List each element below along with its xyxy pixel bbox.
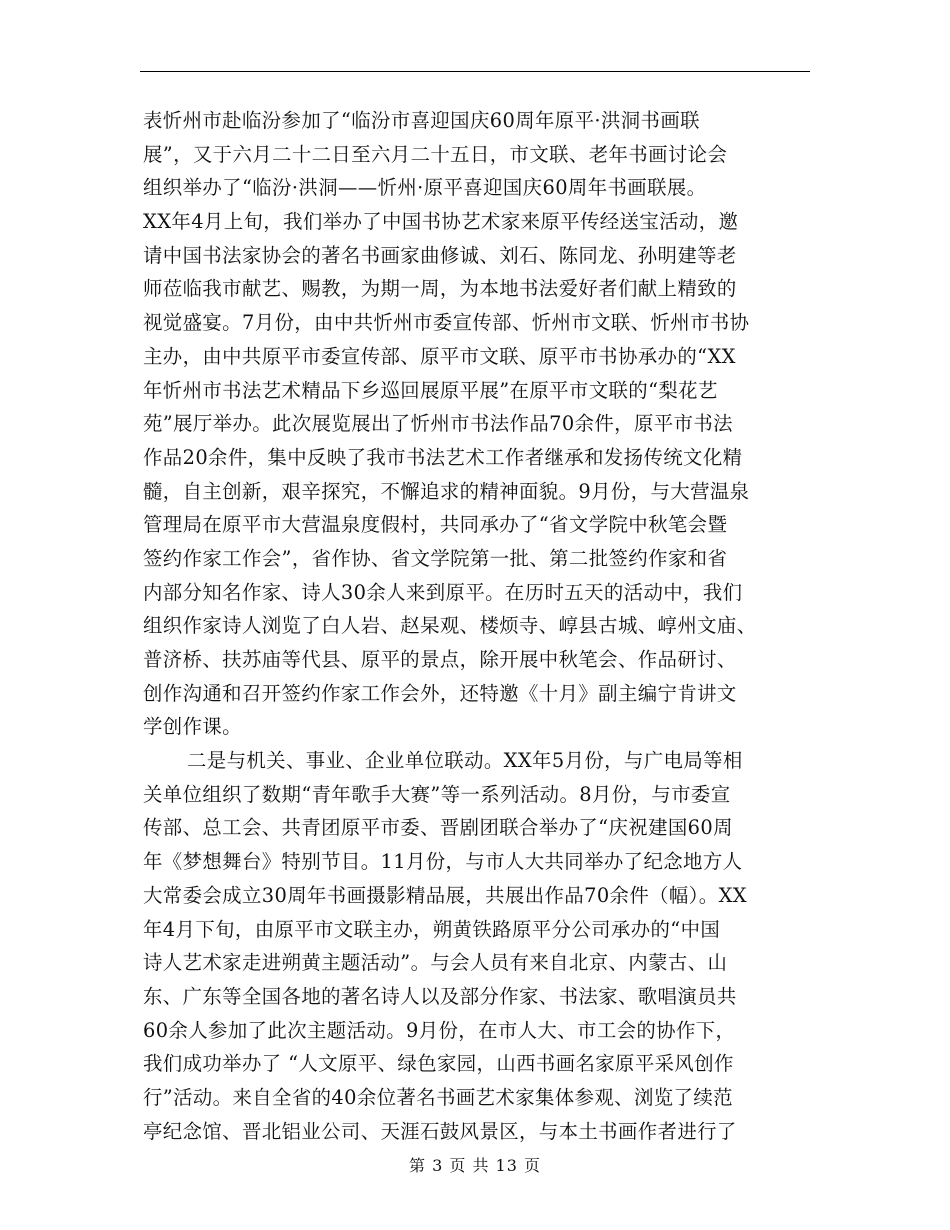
- text-line: 学创作课。: [143, 715, 242, 739]
- body-text: [143, 104, 823, 1148]
- text-line: 展”，又于六月二十二日至六月二十五日，市文联、老年书画讨论会: [143, 142, 728, 166]
- text-line: 东、广东等全国各地的著名诗人以及部分作家、书法家、歌唱演员共: [143, 984, 737, 1008]
- text-line: 行”活动。来自全省的40余位著名书画艺术家集体参观、浏览了续范: [143, 1085, 733, 1109]
- text-line: 年《梦想舞台》特别节目。11月份，与市人大共同举办了纪念地方人: [143, 850, 743, 874]
- header-rule: [140, 71, 810, 72]
- text-line: 创作沟通和召开签约作家工作会外，还特邀《十月》副主编宁肯讲文: [143, 681, 737, 705]
- text-line: 二是与机关、事业、企业单位联动。XX年5月份，与广电局等相: [187, 749, 743, 773]
- text-line: 主办，由中共原平市委宣传部、原平市文联、原平市书协承办的“XX: [143, 344, 736, 368]
- paragraph: [143, 744, 823, 1148]
- text-line: 髓，自主创新，艰辛探究，不懈追求的精神面貌。9月份，与大营温泉: [143, 479, 750, 503]
- text-line: 师莅临我市献艺、赐教，为期一周，为本地书法爱好者们献上精致的: [143, 277, 737, 301]
- text-line: 视觉盛宴。7月份，由中共忻州市委宣传部、忻州市文联、忻州市书协: [143, 311, 750, 335]
- text-line: 60余人参加了此次主题活动。9月份，在市人大、市工会的协作下，: [143, 1018, 736, 1042]
- text-line: 管理局在原平市大营温泉度假村，共同承办了“省文学院中秋笔会暨: [143, 513, 728, 537]
- text-line: 年忻州市书法艺术精品下乡巡回展原平展”在原平市文联的“梨花艺: [143, 378, 718, 402]
- text-line: 组织作家诗人浏览了白人岩、赵杲观、楼烦寺、崞县古城、崞州文庙、: [143, 614, 757, 638]
- text-line: 请中国书法家协会的著名书画家曲修诚、刘石、陈同龙、孙明建等老: [143, 243, 737, 267]
- text-line: 大常委会成立30周年书画摄影精品展，共展出作品70余件（幅）。XX: [143, 883, 748, 907]
- paragraph: [143, 104, 823, 744]
- text-line: 亭纪念馆、晋北铝业公司、天涯石鼓风景区，与本土书画作者进行了: [143, 1119, 737, 1143]
- text-line: 我们成功举办了 “人文原平、绿色家园，山西书画名家原平采风创作: [143, 1052, 734, 1076]
- text-line: 组织举办了“临汾·洪洞——忻州·原平喜迎国庆60周年书画联展。: [143, 176, 707, 200]
- text-line: 关单位组织了数期“青年歌手大赛”等一系列活动。8月份，与市委宣: [143, 782, 731, 806]
- text-line: XX年4月上旬，我们举办了中国书协艺术家来原平传经送宝活动，邀: [143, 210, 739, 234]
- page-footer: 第 3 页 共 13 页: [409, 1156, 541, 1175]
- text-line: 内部分知名作家、诗人30余人来到原平。在历时五天的活动中，我们: [143, 580, 743, 604]
- text-line: 普济桥、扶苏庙等代县、原平的景点，除开展中秋笔会、作品研讨、: [143, 648, 737, 671]
- text-line: 诗人艺术家走进朔黄主题活动”。与会人员有来自北京、内蒙古、山: [143, 951, 728, 975]
- text-line: 作品20余件，集中反映了我市书法艺术工作者继承和发扬传统文化精: [143, 445, 743, 469]
- text-line: 苑”展厅举办。此次展览展出了忻州市书法作品70余件，原平市书法: [143, 412, 733, 436]
- text-line: 表忻州市赴临汾参加了“临汾市喜迎国庆60周年原平·洪洞书画联: [143, 109, 700, 132]
- text-line: 传部、总工会、共青团原平市委、晋剧团联合举办了“庆祝建国60周: [143, 816, 733, 840]
- text-line: 年4月下旬，由原平市文联主办，朔黄铁路原平分公司承办的“中国: [143, 917, 721, 941]
- text-line: 签约作家工作会”，省作协、省文学院第一批、第二批签约作家和省: [143, 546, 728, 570]
